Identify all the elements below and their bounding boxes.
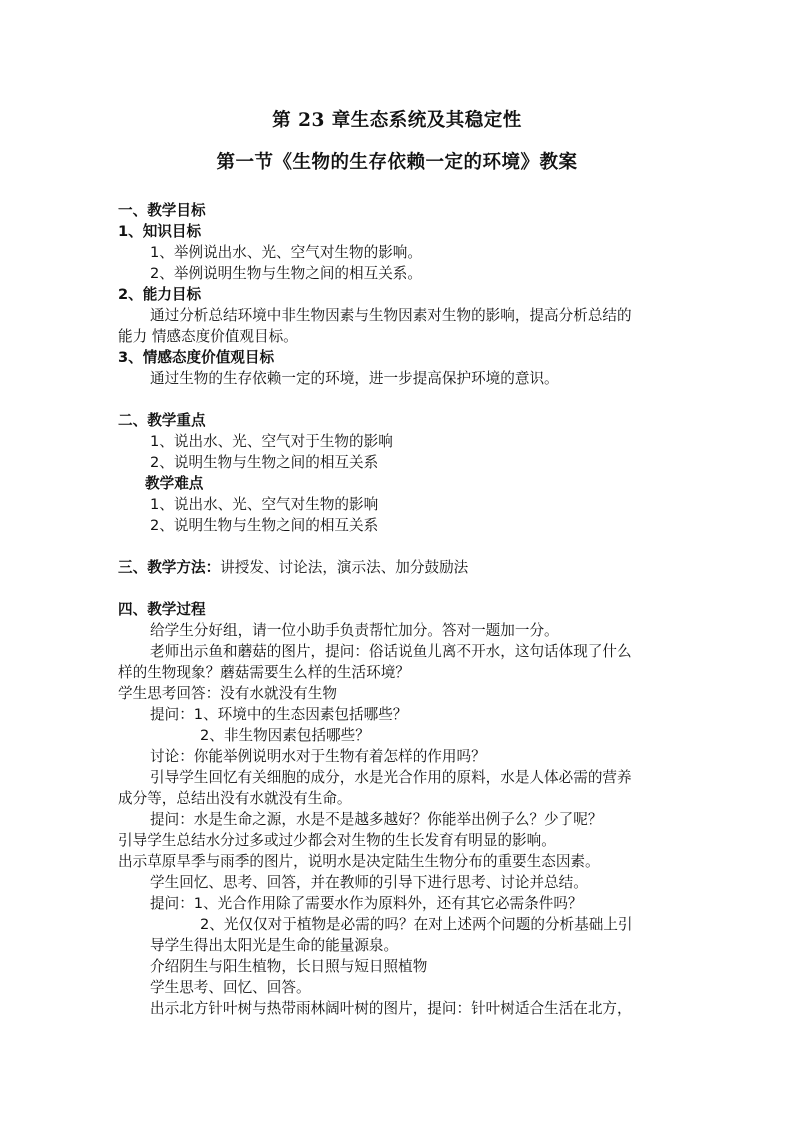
subsection-heading: 1、知识目标	[118, 223, 202, 240]
paragraph-line: 出示草原旱季与雨季的图片，说明水是决定陆生生物分布的重要生态因素。	[118, 853, 600, 870]
paragraph-line: 通过分析总结环境中非生物因素与生物因素对生物的影响，提高分析总结的	[150, 307, 632, 324]
paragraph-line: 提问：1、环境中的生态因素包括哪些？	[150, 706, 408, 723]
paragraph-line: 引导学生总结水分过多或过少都会对生物的生长发育有明显的影响。	[118, 832, 556, 849]
paragraph-text: 讲授发、讨论法，演示法、加分鼓励法	[220, 559, 469, 576]
paragraph-line: 给学生分好组，请一位小助手负责帮忙加分。答对一题加一分。	[150, 622, 559, 639]
section-heading: 三、教学方法：	[118, 559, 221, 576]
paragraph-line: 讨论：你能举例说明水对于生物有着怎样的作用吗？	[150, 748, 486, 765]
paragraph-line: 成分等，总结出没有水就没有生命。	[118, 790, 352, 807]
paragraph-line: 学生思考回答：没有水就没有生物	[118, 685, 337, 702]
section-heading: 四、教学过程	[118, 601, 206, 618]
paragraph-line: 2、非生物因素包括哪些？	[200, 727, 370, 744]
paragraph-line: 导学生得出太阳光是生命的能量源泉。	[150, 937, 399, 954]
paragraph-line: 2、举例说明生物与生物之间的相互关系。	[150, 265, 422, 282]
subsection-heading: 教学难点	[145, 475, 204, 492]
paragraph-line: 学生回忆、思考、回答，并在教师的引导下进行思考、讨论并总结。	[150, 874, 588, 891]
teaching-methods-line	[118, 557, 468, 578]
paragraph-line: 提问：1、光合作用除了需要水作为原料外，还有其它必需条件吗？	[150, 895, 583, 912]
paragraph-line: 1、说出水、光、空气对于生物的影响	[150, 433, 393, 450]
subsection-heading: 2、能力目标	[118, 286, 202, 303]
paragraph-line: 学生思考、回忆、回答。	[150, 979, 311, 996]
paragraph-line: 样的生物现象？蘑菇需要生么样的生活环境？	[118, 664, 410, 681]
section-heading: 二、教学重点	[118, 412, 206, 429]
lesson-title: 第一节《生物的生存依赖一定的环境》教案	[216, 152, 578, 173]
paragraph-line: 2、说明生物与生物之间的相互关系	[150, 454, 379, 471]
subsection-heading: 3、情感态度价值观目标	[118, 349, 275, 366]
paragraph-line: 介绍阴生与阳生植物，长日照与短日照植物	[150, 958, 428, 975]
paragraph-line: 能力 情感态度价值观目标。	[118, 328, 298, 345]
paragraph-line: 1、说出水、光、空气对生物的影响	[150, 496, 379, 513]
paragraph-line: 1、举例说出水、光、空气对生物的影响。	[150, 244, 422, 261]
paragraph-line: 提问：水是生命之源，水是不是越多越好？你能举出例子么？少了呢？	[150, 811, 603, 828]
paragraph-line: 2、说明生物与生物之间的相互关系	[150, 517, 379, 534]
paragraph-line: 老师出示鱼和蘑菇的图片，提问：俗话说鱼儿离不开水，这句话体现了什么	[150, 643, 632, 660]
chapter-title: 第 23 章生态系统及其稳定性	[272, 110, 522, 131]
paragraph-line: 引导学生回忆有关细胞的成分，水是光合作用的原料，水是人体必需的营养	[150, 769, 632, 786]
paragraph-line: 2、光仅仅对于植物是必需的吗？在对上述两个问题的分析基础上引	[200, 916, 633, 933]
paragraph-line: 通过生物的生存依赖一定的环境，进一步提高保护环境的意识。	[150, 370, 559, 387]
section-heading: 一、教学目标	[118, 202, 206, 219]
paragraph-line: 出示北方针叶树与热带雨林阔叶树的图片，提问：针叶树适合生活在北方，	[150, 1000, 632, 1017]
